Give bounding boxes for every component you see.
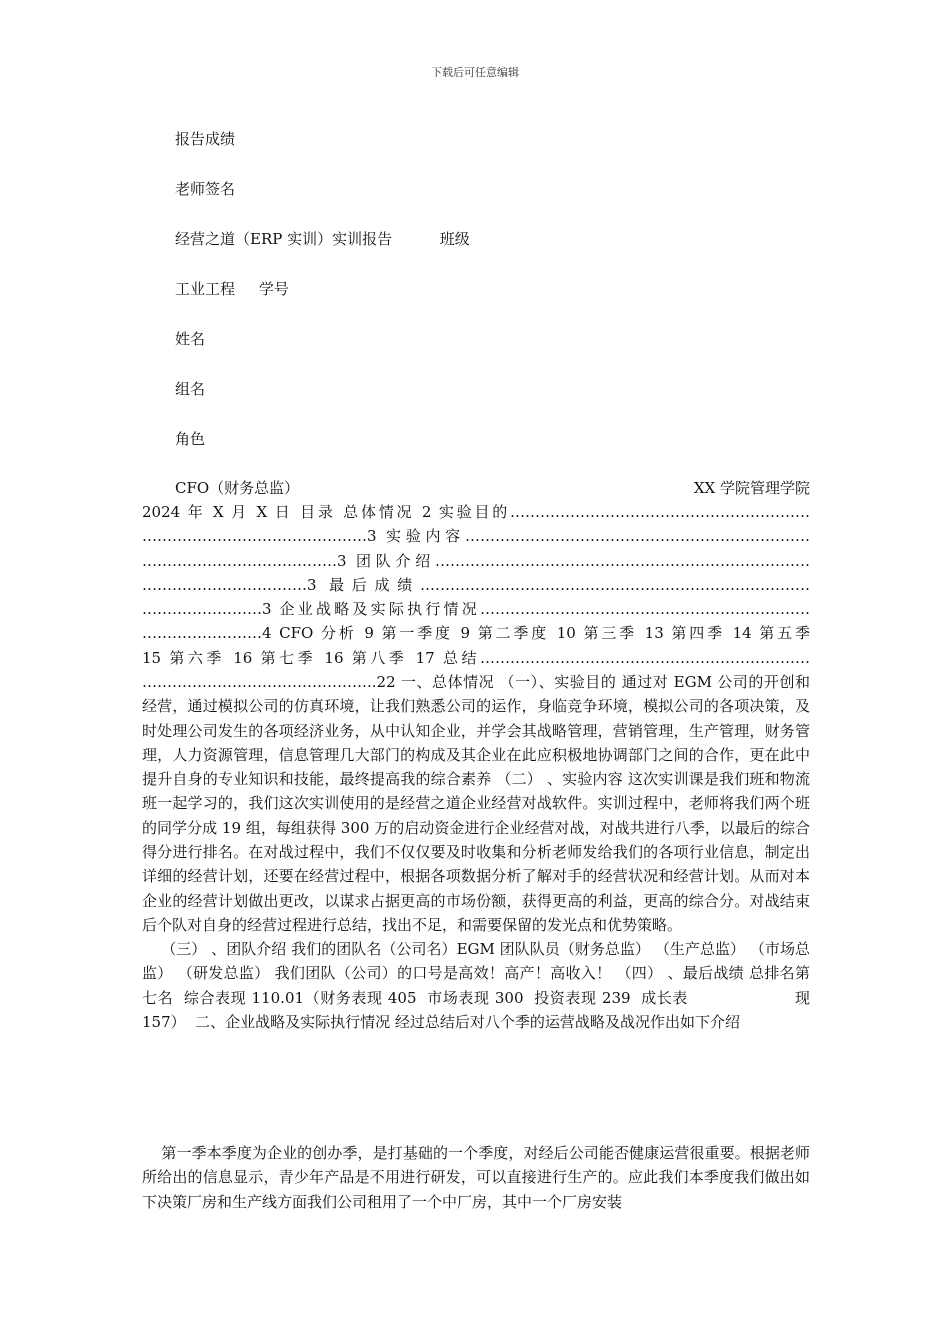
toc-line: 15 第六季 16 第七季 16 第八季 17 总结………………………………………………………… <box>142 648 810 667</box>
group-label: 组名 <box>175 380 206 398</box>
role-school-row <box>175 477 810 498</box>
name-label: 姓名 <box>175 330 206 348</box>
major-line: 工业工程 学号 <box>175 280 289 298</box>
role-value: CFO（财务总监） <box>175 479 300 497</box>
body-paragraph-team: （三） 、团队介绍 我们的团队名（公司名）EGM 团队队员（财务总监） （生产总监） （市场总监） （研发总监） 我们团队（公司）的口号是高效！高产！高收入！ （四） 、最后战绩 总排名第七名 综合表现 110.01（财务表现 405 市场表现 300 投资表现 239 成长表 现 157） 二、企业战略及实际执行情况 经过总结后对八个季的运营战略及战况作出如下介绍 <box>142 940 815 1031</box>
page-header: 下载后可任意编辑 <box>431 66 519 79</box>
report-score-label: 报告成绩 <box>175 130 236 148</box>
role-label: 角色 <box>175 430 206 448</box>
toc-line: ………………………………………3 实验内容…………………………………………………………… <box>142 527 810 546</box>
toc-line: ……………………………3 最后成绩…………………………………………………………………… <box>142 575 810 594</box>
toc-line: …………………………………3 团队介绍………………………………………………………………… <box>142 551 810 570</box>
body-paragraph-overview: ………………………………………..22 一、总体情况 （一）、实验目的 通过对 EGM 公司的开创和经营，通过模拟公司的仿真环境，让我们熟悉公司的运作，身临竞争环境，模拟公司的各项决策，及时处理公司发生的各项经济业务，从中认知企业，并学会其战略管理，营销管理，生产管理，财务管理，人力资源管理，信息管理几大部门的构成及其企业在此应积极地协调部门之间的合作，更在此中提升自身的专业知识和技能，最终提高我的综合素养 （二） 、实验内容 这次实训课是我们班和物流班一起学习的，我们这次实训使用的是经营之道企业经营对战软件。实训过程中，老师将我们两个班的同学分成 19 组，每组获得 300 万的启动资金进行企业经营对战，对战共进行八季，以最后的综合得分进行排名。在对战过程中，我们不仅仅要及时收集和分析老师发给我们的各项行业信息，制定出详细的经营计划，还要在经营过程中，根据各项数据分析了解对手的经营状况和经营计划。从而对本企业的经营计划做出更改，以谋求占据更高的市场份额，获得更高的利益，更高的综合分。对战结束后个队对自身的经营过程进行总结，找出不足，和需要保留的发光点和优势策略。 <box>142 673 810 934</box>
body-paragraph-season-one: 第一季本季度为企业的创办季，是打基础的一个季度，对经后公司能否健康运营很重要。根据老师所给出的信息显示，青少年产品是不用进行研发，可以直接进行生产的。应此我们本季度我们做出如下决策厂房和生产线方面我们公司租用了一个中厂房，其中一个厂房安装 <box>142 1144 810 1211</box>
toc-line: 2024 年 X 月 X 日 目录 总体情况 2 实验目的…………………………………………………… <box>142 503 810 521</box>
report-title-line: 经营之道（ERP 实训）实训报告 班级 <box>175 230 470 248</box>
teacher-sign-label: 老师签名 <box>175 180 236 198</box>
table-of-contents <box>142 500 810 670</box>
toc-line: ……………………3 企业战略及实际执行情况………………………………………………………… <box>142 600 810 619</box>
toc-line: ……………………4 CFO 分析 9 第一季度 9 第二季度 10 第三季 13 第四季 14 第五季 <box>142 624 810 643</box>
school-name: XX 学院管理学院 <box>693 479 810 497</box>
